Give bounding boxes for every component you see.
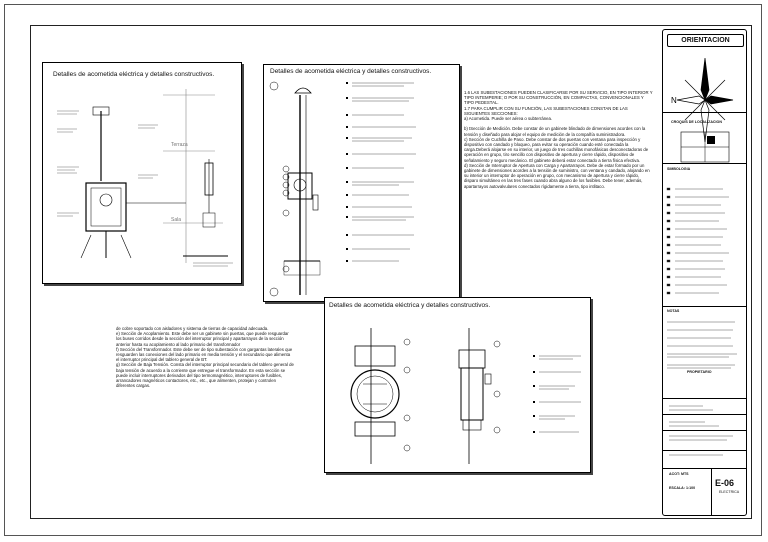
panel-title: Detalles de acometida eléctrica y detalles constructivos.: [329, 302, 491, 309]
detail-panel-bottom: [324, 297, 591, 473]
detail-panel-middle: [263, 64, 460, 302]
location-label: CROQUIS DE LOCALIZACION: [671, 120, 722, 124]
symbology-list: [663, 182, 748, 302]
label-terraza: Terraza: [171, 142, 188, 148]
orientation-title: ORIENTACION: [667, 34, 744, 47]
project-info-lines: [663, 400, 748, 460]
panel-title: Detalles de acometida eléctrica y detalles constructivos.: [270, 68, 432, 75]
label-sala: Sala: [171, 217, 182, 223]
notes-list: [663, 316, 748, 386]
acometida-drawing-middle: [264, 65, 460, 302]
detail-panel-left: [42, 62, 242, 284]
sheet-sub: ELECTRICA: [719, 490, 740, 494]
acometida-drawing-left: [43, 63, 242, 284]
owner-label: PROPIETARIO: [687, 370, 712, 374]
sheet-code: E-06: [715, 478, 735, 488]
subestaciones-text: 1.6 LAS SUBESTACIONES PUEDEN CLASIFICARSE POR SU SERVICIO, EN TIPO INTERIOR Y TIPO INTEMPERIE; O POR SU CONSTRUCCIÓN, EN COMPACTAS, CONVENCIONALES Y TIPO PEDESTAL. 1.7 PARA CUMPLIR CON SU FUNCIÓN, LAS SUBESTACIONES CONSTAN DE LAS SIGUIENTES SECCIONES: a) Acometida. Puede ser aérea o subterránea. b) tSección de Medición. Debe constar de un gabinete blindado de dimensiones acordes con la tensión y diseñado para alojar el equipo de medición de la compañía suministradora. c) Sección de Cuchilla de Paso. Debe constar de dos puertas con ventana para inspección y dispositivo con candado y bloqueo, para evitar su operación cuando esté conectada la carga.Deberá alojarse en su interior, un juego de tres cuchillas monofásicas desconectadoras de operación en grupo, tiro sencillo con dispositivo de apertura y cierre rápido, dispositivo de señalamiento y seguro mecánico. El gabinete deberá estar conectado a tierra física efectiva. d) Sección de Interruptor de Apertura con Carga y Apartarrayos. Debe de estar formado por un gabinete de dimensiones acordes a la tensión de suministro, con ventana y candado, alojando en su interior un interruptor de operación en grupo, con mecanismo de apertura y cierre rápido, disparo simultáneo en las tres fases cuando abra alguno de los fusibles. Debe tener, además, apartarrayos autovalvulares conectados rígidamente a tierra, tipo intlitaco.: [464, 90, 653, 189]
panel-title: Detalles de acometida eléctrica y detalles constructivos.: [53, 71, 215, 78]
symbology-label: SIMBOLOGIA: [667, 167, 691, 171]
acot-value: ACOT: MTS: [669, 472, 689, 476]
scale-value: ESCALA: 1:100: [669, 486, 696, 490]
acometida-drawing-bottom: [325, 298, 591, 473]
title-block: [662, 29, 747, 516]
secciones-text: de cobre soportado con aisladores y sistema de tierras de capacidad adecuada. e) Sección de Acoplamiento. Este debe ser un gabinete sin puertas, que puede resguardar los buses corridos desde la sección del interruptor principal y apartarrayos de la sección anterior hasta su acoplamiento al lado primario del transformador f) Sección del Transformador. Este debe ser de tipo subestación con gargantas laterales que resguarden las conexiones del lado primario en media tensión y el secundario que alimenta el interruptor principal del tablero general de BT. g) Sección de Baja Tensión. Consta del interruptor principal secundario del tablero general de baja tensión de acuerdo a la corriente que entregue el transformador. En esta sección se puede incluir interruptores derivados del tipo termomagnético, interruptores de fusibles, arrancadores magnéticos contactores, etc., etc., que alimenten, protejan y controlen diferentes cargas.: [116, 326, 294, 389]
location-sketch: [663, 128, 748, 168]
svg-text:N: N: [671, 96, 677, 105]
notes-label: NOTAS: [667, 309, 680, 313]
